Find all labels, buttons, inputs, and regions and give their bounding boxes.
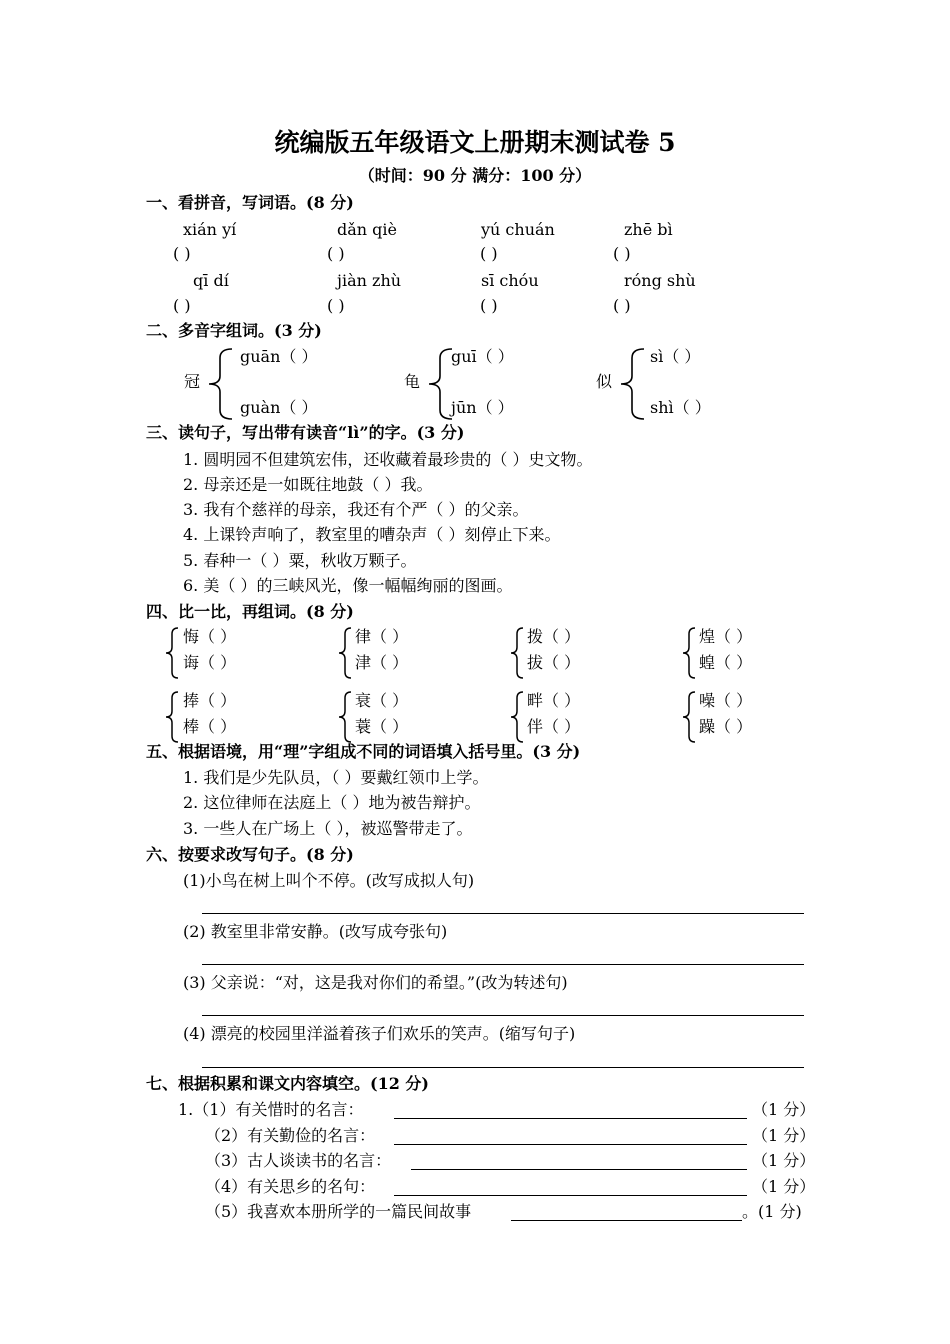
answer-blank[interactable]: ( ) [480, 244, 498, 263]
compare-word[interactable]: 躁（ ） [699, 717, 753, 736]
answer-blank[interactable]: ( ) [480, 296, 498, 315]
answer-line[interactable] [511, 1220, 742, 1221]
answer-blank[interactable]: ( ) [173, 296, 191, 315]
compare-word[interactable]: 悔（ ） [183, 627, 237, 646]
answer-line[interactable] [394, 1118, 747, 1119]
sentence-item[interactable]: 3. 我有个慈祥的母亲，我还有个严（ ）的父亲。 [183, 500, 529, 519]
brace-icon [681, 627, 697, 679]
sentence-item[interactable]: 4. 上课铃声响了，教室里的嘈杂声（ ）刻停止下来。 [183, 525, 561, 544]
section-3-heading: 三、读句子，写出带有读音“lì”的字。(3 分) [146, 423, 465, 442]
answer-line[interactable] [202, 964, 804, 965]
answer-blank[interactable]: ( ) [327, 244, 345, 263]
section-7-heading: 七、根据积累和课文内容填空。(12 分) [146, 1074, 429, 1093]
polyphone-char: 龟 [404, 372, 421, 391]
sentence-item[interactable]: 2. 这位律师在法庭上（ ）地为被告辩护。 [183, 793, 481, 812]
reading-option[interactable]: guàn（ ） [240, 398, 318, 417]
brace-icon [164, 627, 180, 679]
sentence-item[interactable]: 6. 美（ ）的三峡风光，像一幅幅绚丽的图画。 [183, 576, 513, 595]
score-label: 。(1 分) [742, 1202, 802, 1221]
compare-word[interactable]: 拨（ ） [527, 627, 581, 646]
pinyin-5: qī dí [193, 271, 229, 290]
pinyin-1: xián yí [183, 220, 237, 239]
compare-word[interactable]: 煌（ ） [699, 627, 753, 646]
sentence-item[interactable]: 2. 母亲还是一如既往地鼓（ ）我。 [183, 475, 433, 494]
fill-label: 1.（1）有关惜时的名言： [178, 1100, 364, 1119]
fill-label: （4）有关思乡的名句： [205, 1177, 376, 1196]
score-label: （1 分） [752, 1151, 816, 1170]
brace-icon [337, 627, 353, 679]
reading-option[interactable]: sì（ ） [650, 347, 701, 366]
fill-label: （3）古人谈读书的名言： [205, 1151, 392, 1170]
polyphone-char: 似 [596, 372, 613, 391]
answer-line[interactable] [202, 913, 804, 914]
polyphone-char: 冠 [184, 372, 201, 391]
brace-icon [337, 691, 353, 743]
compare-word[interactable]: 律（ ） [355, 627, 409, 646]
compare-word[interactable]: 噪（ ） [699, 691, 753, 710]
answer-line[interactable] [394, 1144, 747, 1145]
pinyin-8: róng shù [624, 271, 696, 290]
pinyin-6: jiàn zhù [337, 271, 402, 290]
fill-label: （5）我喜欢本册所学的一篇民间故事 [205, 1202, 472, 1221]
pinyin-3: yú chuán [481, 220, 555, 239]
pinyin-2: dǎn qiè [337, 220, 397, 239]
section-1-heading: 一、看拼音，写词语。(8 分) [146, 193, 354, 212]
compare-word[interactable]: 伴（ ） [527, 717, 581, 736]
section-6-heading: 六、按要求改写句子。(8 分) [146, 845, 354, 864]
section-2-heading: 二、多音字组词。(3 分) [146, 321, 322, 340]
brace-icon [618, 348, 646, 420]
answer-line[interactable] [411, 1169, 747, 1170]
compare-word[interactable]: 衰（ ） [355, 691, 409, 710]
rewrite-prompt: (2) 教室里非常安静。(改写成夸张句) [183, 922, 448, 941]
section-5-heading: 五、根据语境，用“理”字组成不同的词语填入括号里。(3 分) [146, 742, 581, 761]
compare-word[interactable]: 蝗（ ） [699, 653, 753, 672]
answer-line[interactable] [202, 1015, 804, 1016]
brace-icon [681, 691, 697, 743]
rewrite-prompt: (4) 漂亮的校园里洋溢着孩子们欢乐的笑声。(缩写句子) [183, 1024, 576, 1043]
page-title: 统编版五年级语文上册期末测试卷 5 [274, 128, 676, 157]
reading-option[interactable]: jūn（ ） [451, 398, 514, 417]
sentence-item[interactable]: 5. 春种一（ ）粟，秋收万颗子。 [183, 551, 417, 570]
compare-word[interactable]: 拔（ ） [527, 653, 581, 672]
score-label: （1 分） [752, 1100, 816, 1119]
compare-word[interactable]: 津（ ） [355, 653, 409, 672]
answer-blank[interactable]: ( ) [173, 244, 191, 263]
sentence-item[interactable]: 1. 我们是少先队员，（ ）要戴红领巾上学。 [183, 768, 489, 787]
brace-icon [426, 348, 454, 420]
reading-option[interactable]: guān（ ） [240, 347, 318, 366]
pinyin-7: sī chóu [481, 271, 539, 290]
compare-word[interactable]: 蓑（ ） [355, 717, 409, 736]
rewrite-prompt: (3) 父亲说：“对，这是我对你们的希望。”(改为转述句) [183, 973, 568, 992]
answer-line[interactable] [394, 1195, 747, 1196]
exam-info: （时间：90 分 满分：100 分） [358, 166, 592, 185]
answer-blank[interactable]: ( ) [327, 296, 345, 315]
score-label: （1 分） [752, 1126, 816, 1145]
brace-icon [206, 348, 234, 420]
section-4-heading: 四、比一比，再组词。(8 分) [146, 602, 354, 621]
compare-word[interactable]: 捧（ ） [183, 691, 237, 710]
compare-word[interactable]: 畔（ ） [527, 691, 581, 710]
sentence-item[interactable]: 1. 圆明园不但建筑宏伟，还收藏着最珍贵的（ ）史文物。 [183, 450, 593, 469]
brace-icon [509, 691, 525, 743]
pinyin-4: zhē bì [624, 220, 673, 239]
answer-line[interactable] [202, 1067, 804, 1068]
answer-blank[interactable]: ( ) [613, 296, 631, 315]
sentence-item[interactable]: 3. 一些人在广场上（ ），被巡警带走了。 [183, 819, 473, 838]
reading-option[interactable]: guī（ ） [451, 347, 514, 366]
rewrite-prompt: (1)小鸟在树上叫个不停。(改写成拟人句) [183, 871, 475, 890]
reading-option[interactable]: shì（ ） [650, 398, 711, 417]
compare-word[interactable]: 诲（ ） [183, 653, 237, 672]
score-label: （1 分） [752, 1177, 816, 1196]
answer-blank[interactable]: ( ) [613, 244, 631, 263]
brace-icon [164, 691, 180, 743]
brace-icon [509, 627, 525, 679]
compare-word[interactable]: 棒（ ） [183, 717, 237, 736]
fill-label: （2）有关勤俭的名言： [205, 1126, 376, 1145]
